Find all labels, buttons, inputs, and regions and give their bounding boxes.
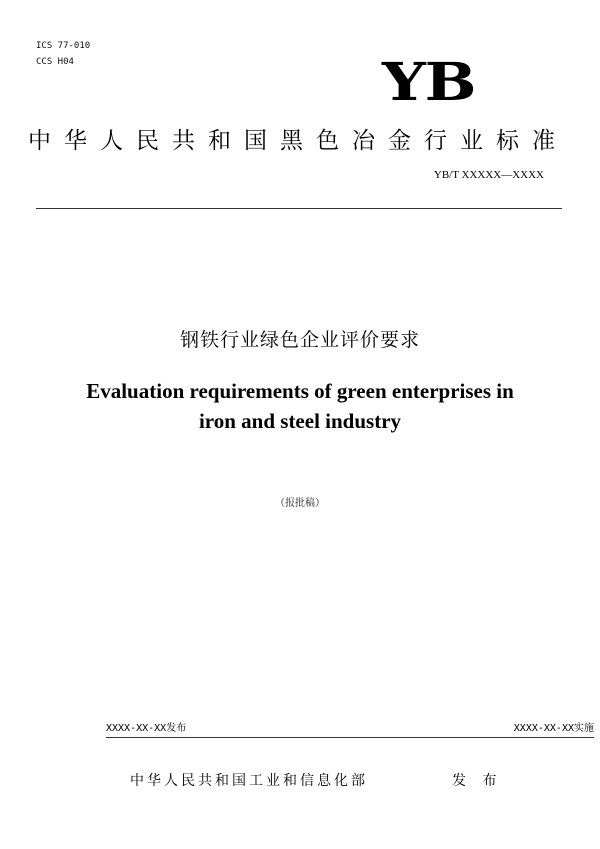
publish-date-group [106, 721, 186, 737]
classification-codes [36, 38, 90, 70]
standard-category: 中华人民共和国黑色冶金行业标准 [28, 128, 568, 154]
standard-number: YB/T XXXXX—XXXX [433, 169, 544, 181]
draft-status: （报批稿） [275, 498, 325, 509]
ccs-code: CCS H04 [36, 57, 74, 67]
date-row [106, 721, 594, 737]
footer-divider [106, 737, 594, 738]
header-divider [36, 208, 562, 209]
implement-date-group [514, 721, 594, 737]
title-english [40, 376, 560, 436]
yb-logo: YB [382, 52, 476, 113]
ics-code: ICS 77-010 [36, 41, 91, 51]
title-chinese: 钢铁行业绿色企业评价要求 [179, 329, 420, 351]
publish-date: XXXX-XX-XX [106, 723, 167, 734]
implement-date: XXXX-XX-XX [513, 723, 574, 734]
title-english-line-2: iron and steel industry [198, 409, 402, 433]
publisher-name: 中华人民共和国工业和信息化部 [130, 773, 368, 789]
implement-label: 实施 [574, 723, 594, 734]
publish-label: 发布 [166, 723, 187, 734]
title-english-line-1: Evaluation requirements of green enterprises in [86, 379, 514, 403]
publisher-action: 发 布 [452, 773, 503, 789]
